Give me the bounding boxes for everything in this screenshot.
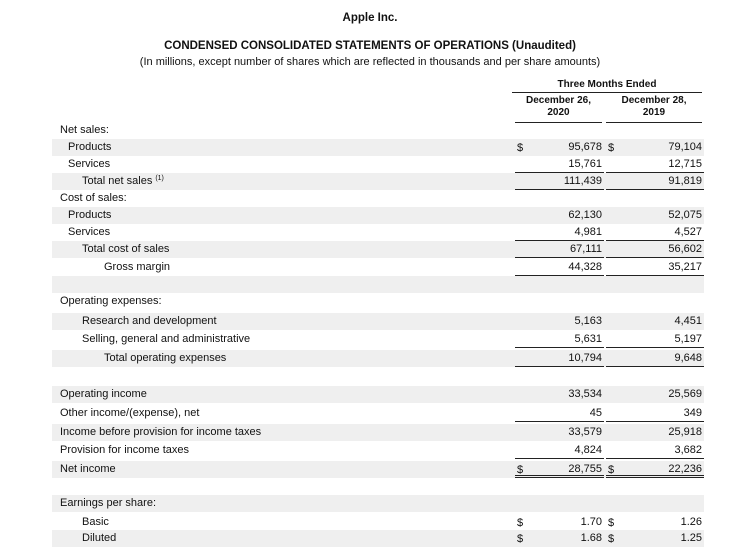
row-operating-income	[52, 386, 704, 403]
row-net-income	[52, 461, 704, 478]
value-2019: 22,236	[606, 461, 704, 478]
row-label: Diluted	[82, 532, 117, 544]
row-total-opex	[52, 350, 704, 367]
value-2020: 4,981	[515, 224, 604, 241]
value-2019: 1.25	[680, 532, 702, 544]
currency-symbol: $	[517, 517, 524, 529]
value-2019: 349	[606, 405, 704, 422]
row-label: Services	[68, 226, 111, 238]
value-2020: 33,579	[568, 426, 602, 438]
value-2019: 25,569	[668, 388, 702, 400]
row-cost-services	[52, 224, 704, 241]
column-header-2020-line2: 2020	[547, 107, 570, 118]
row-cost-of-sales-header	[52, 190, 704, 207]
row-cost-products	[52, 207, 704, 224]
value-2019: 3,682	[606, 442, 704, 459]
value-2020: 1.70	[580, 516, 602, 528]
period-header: Three Months Ended	[512, 79, 702, 93]
row-eps-diluted	[52, 530, 704, 547]
column-header-2019-line2: 2019	[642, 107, 666, 118]
row-provision-taxes	[52, 442, 704, 459]
row-label: Cost of sales:	[60, 192, 127, 204]
row-label: Net sales:	[60, 124, 109, 136]
value-2020: 1.68	[580, 532, 602, 544]
row-label: Gross margin	[104, 261, 171, 273]
column-header-2019	[606, 95, 702, 123]
value-2019: 5,197	[606, 331, 704, 348]
value-2019: 91,819	[606, 173, 704, 190]
total-net-sales-label: Total net sales	[82, 175, 153, 187]
value-2019: 52,075	[668, 209, 702, 221]
column-header-2020-line1: December 26,	[525, 95, 592, 106]
row-eps-header	[52, 495, 704, 512]
value-2019: 4,451	[674, 315, 702, 327]
value-2020: 15,761	[515, 156, 604, 173]
row-label: Research and development	[82, 315, 217, 327]
value-2019: 56,602	[606, 241, 704, 258]
currency-symbol: $	[517, 533, 524, 545]
value-2019: 1.26	[680, 516, 702, 528]
column-header-2020	[515, 95, 602, 123]
row-other-income	[52, 405, 704, 422]
row-label: Products	[68, 141, 112, 153]
row-label: Other income/(expense), net	[60, 407, 200, 419]
row-label: Operating income	[60, 388, 147, 400]
row-label: Selling, general and administrative	[82, 333, 251, 345]
value-2020: 10,794	[515, 350, 604, 367]
row-spacer	[52, 276, 704, 293]
row-label: Earnings per share:	[60, 497, 156, 509]
value-2020: 95,678	[568, 141, 602, 153]
statement-title: CONDENSED CONSOLIDATED STATEMENTS OF OPERATIONS (Unaudited)	[164, 40, 576, 52]
value-2019: 12,715	[606, 156, 704, 173]
currency-symbol: $	[608, 517, 615, 529]
row-label: Total operating expenses	[104, 352, 227, 364]
value-2019: 4,527	[606, 224, 704, 241]
currency-symbol: $	[517, 464, 524, 476]
statement-subtitle: (In millions, except number of shares which are reflected in thousands and per share amounts)	[139, 56, 601, 68]
value-2019: 25,918	[668, 426, 702, 438]
row-income-before-taxes	[52, 424, 704, 441]
row-net-sales-services	[52, 156, 704, 173]
row-label: Operating expenses:	[60, 295, 162, 307]
currency-symbol: $	[608, 464, 615, 476]
row-eps-basic	[52, 514, 704, 531]
value-2020: 111,439	[515, 173, 604, 190]
row-label: Services	[68, 158, 111, 170]
row-sga	[52, 331, 704, 348]
footnote-marker: (1)	[155, 175, 164, 182]
row-label: Basic	[82, 516, 109, 528]
value-2019: 35,217	[606, 259, 704, 276]
row-opex-header	[52, 293, 704, 310]
value-2019: 79,104	[668, 141, 702, 153]
value-2020: 62,130	[568, 209, 602, 221]
row-net-sales-products	[52, 139, 704, 156]
row-label	[82, 175, 164, 187]
currency-symbol: $	[608, 533, 615, 545]
row-research-development	[52, 313, 704, 330]
company-name: Apple Inc.	[342, 12, 398, 24]
currency-symbol: $	[517, 142, 524, 154]
row-label: Income before provision for income taxes	[60, 426, 262, 438]
value-2020: 67,111	[515, 241, 604, 258]
value-2020: 33,534	[568, 388, 602, 400]
row-total-cost-of-sales	[52, 241, 704, 258]
row-total-net-sales	[52, 173, 704, 190]
value-2020: 4,824	[515, 442, 604, 459]
value-2020: 5,631	[515, 331, 604, 348]
value-2019: 9,648	[606, 350, 704, 367]
value-2020: 28,755	[515, 461, 604, 478]
row-label: Net income	[60, 463, 116, 475]
currency-symbol: $	[608, 142, 615, 154]
row-label: Provision for income taxes	[60, 444, 189, 456]
value-2020: 44,328	[515, 259, 604, 276]
column-header-2019-line1: December 28,	[621, 95, 687, 106]
value-2020: 5,163	[574, 315, 602, 327]
row-label: Products	[68, 209, 112, 221]
row-label: Total cost of sales	[82, 243, 170, 255]
row-net-sales-header	[52, 122, 704, 139]
row-gross-margin	[52, 259, 704, 276]
value-2020: 45	[515, 405, 604, 422]
